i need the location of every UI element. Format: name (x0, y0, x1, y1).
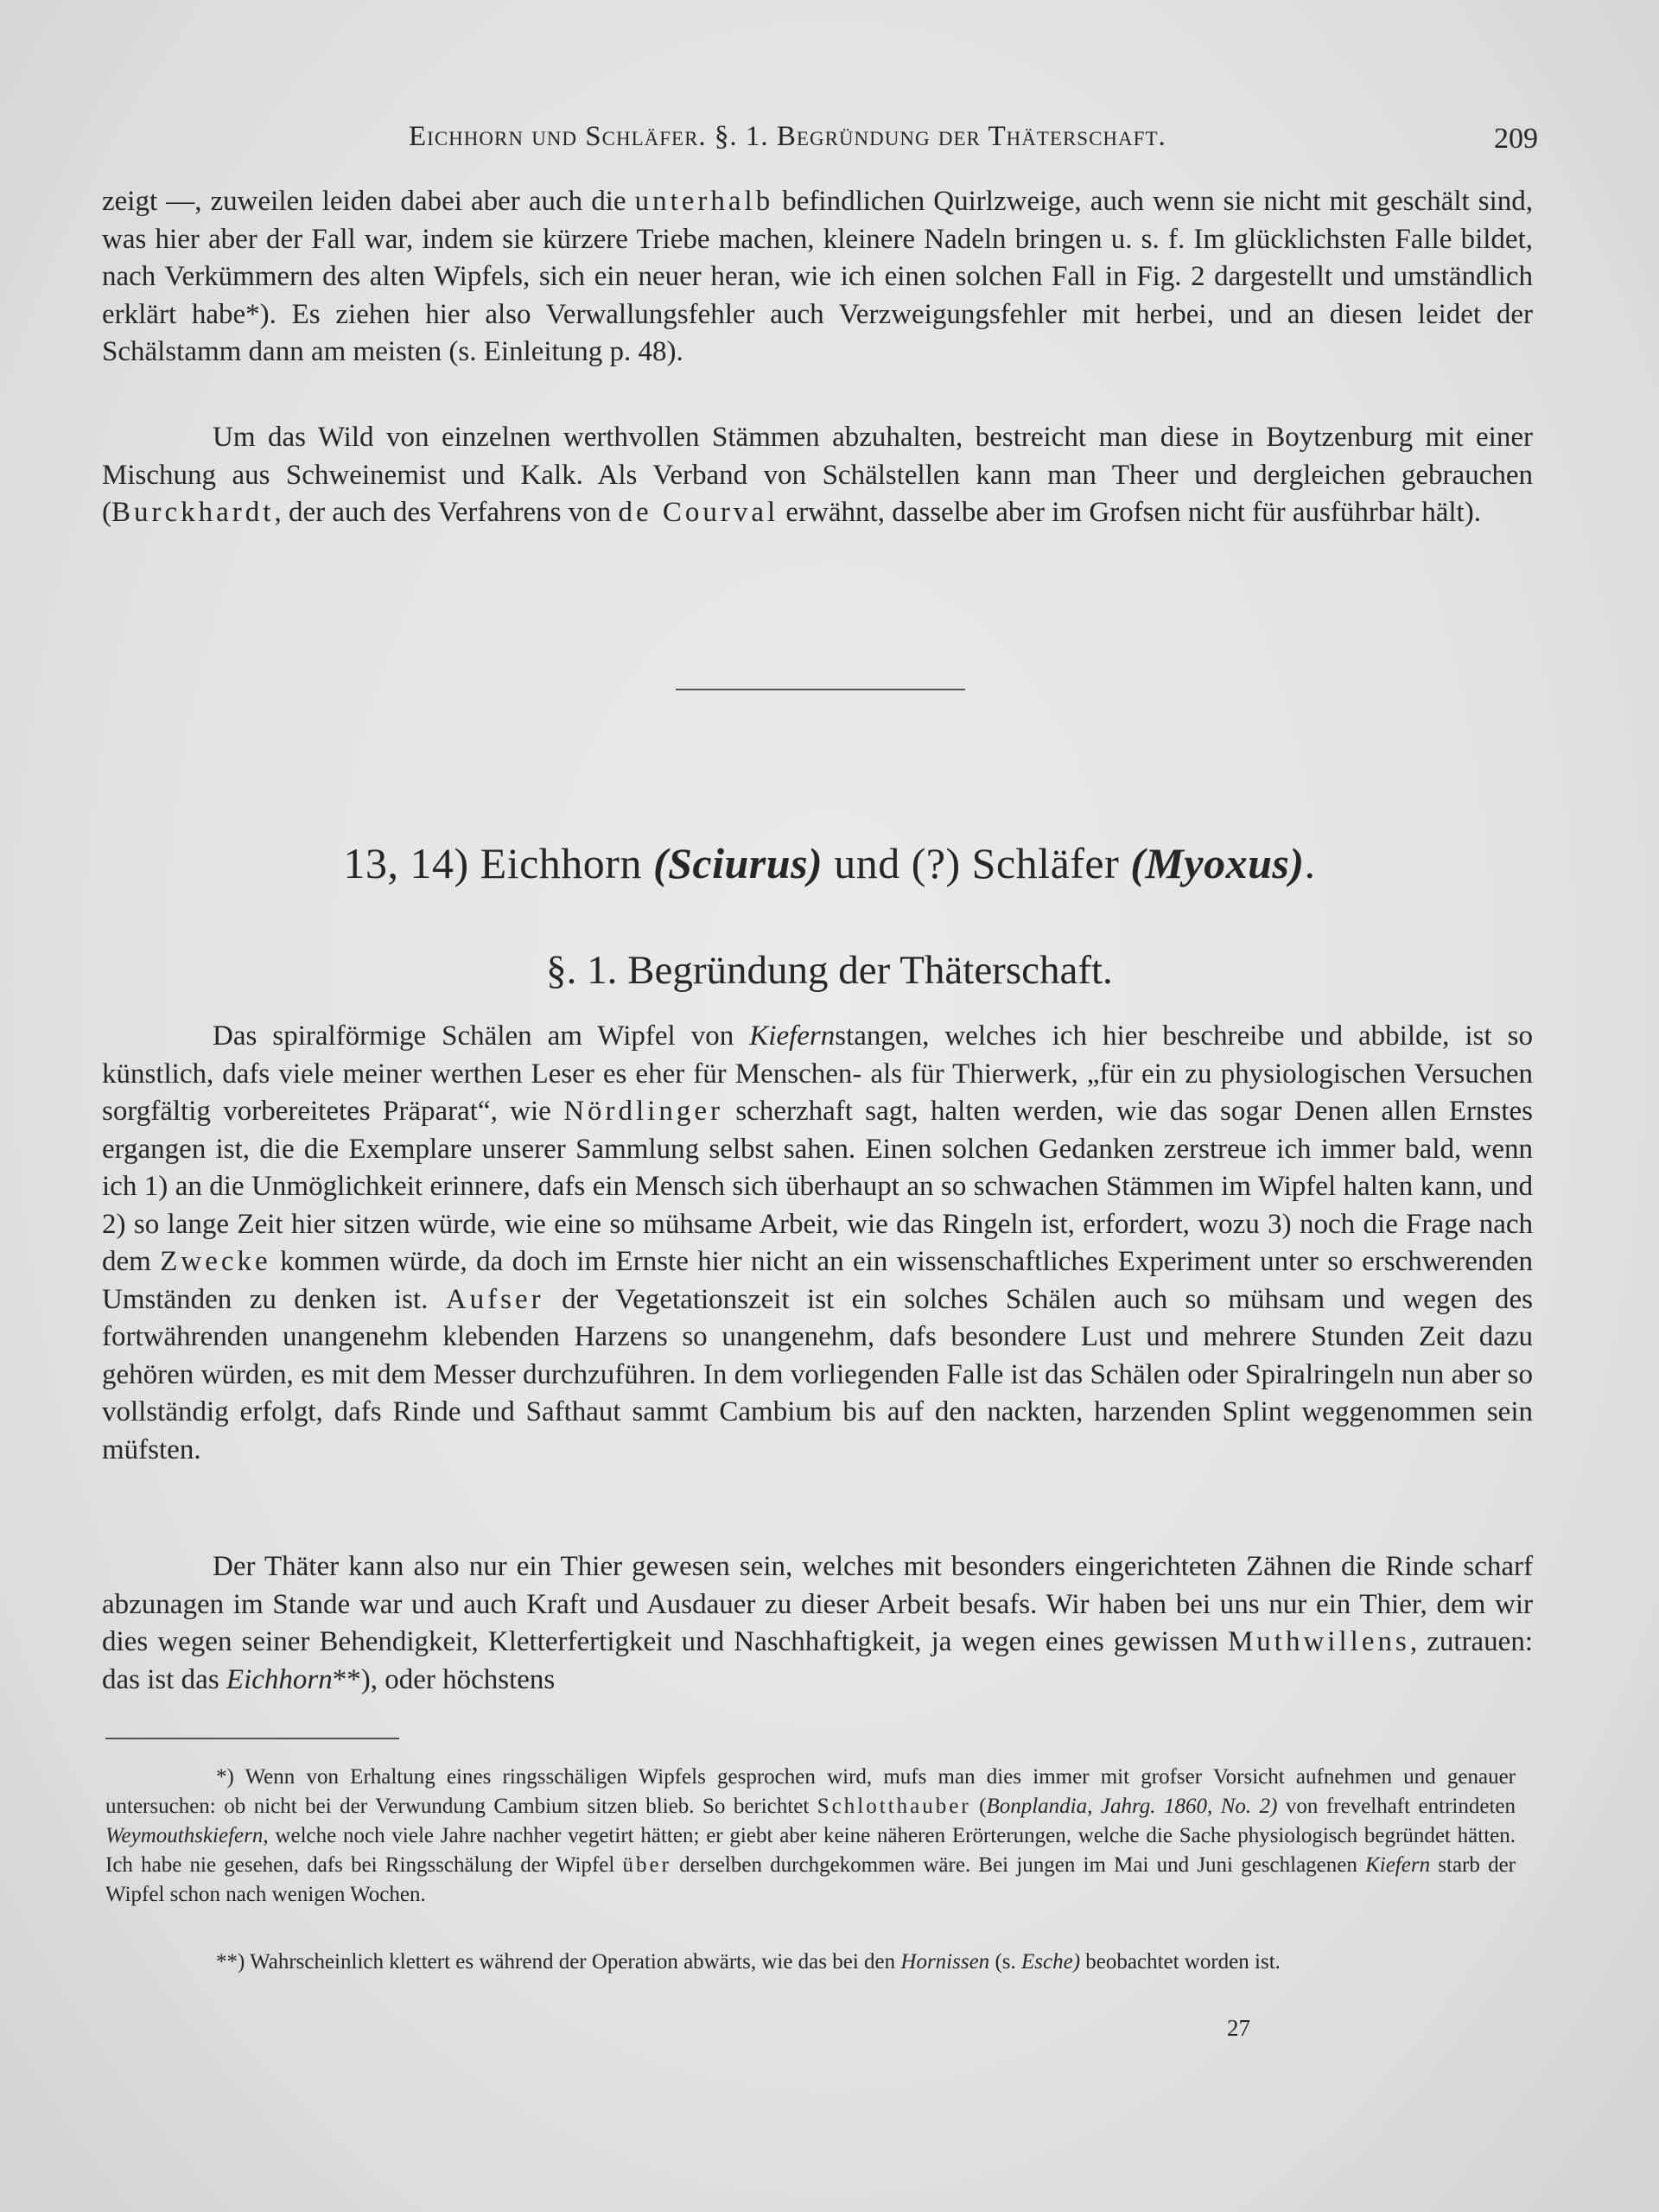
running-head-title: Eichhorn und Schläfer. §. 1. Begründung der Thäterschaft. (409, 121, 1166, 152)
paragraph-culprit: Der Thäter kann also nur ein Thier gewesen sein, welches mit besonders eingerichteten Zähnen die Rinde scharf abzunagen im Stande war und auch Kraft und Ausdauer zu dieser Arbeit besafs. Wir haben bei uns nur ein Thier, dem wir dies wegen seiner Behendigkeit, Kletterfertigkeit und Naschhaftigkeit, ja wegen eines gewissen Muthwillens, zutrauen: das ist das Eichhorn**), oder höchstens (102, 1551, 1533, 1695)
paragraph-spiral-peeling: Das spiralförmige Schälen am Wipfel von Kiefernstangen, welches ich hier beschreibe und abbilde, ist so künstlich, dafs viele meiner werthen Leser es eher für Menschen- als für Thierwerk, „für ein zu physiologischen Versuchen sorgfältig vorbereitetes Präparat“, wie Nördlinger scherzhaft sagt, halten werden, wie das sogar Denen allen Ernstes ergangen ist, die die Exemplare unserer Sammlung selbst sahen. Einen solchen Gedanken zerstreue ich immer bald, wenn ich 1) an die Unmöglichkeit erinnere, dafs ein Mensch sich überhaupt an so schwachen Stämmen im Wipfel halten kann, und 2) so lange Zeit hier sitzen würde, wie eine so mühsame Arbeit, wie das Ringeln ist, erfordert, wozu 3) noch die Frage nach dem Zwecke kommen würde, da doch im Ernste hier nicht an ein wissenschaftliches Experiment unter so erschwerenden Umständen zu denken ist. Aufser der Vegetationszeit ist ein solches Schälen auch so mühsam und wegen des fortwährenden unangenehm klebenden Harzens so unangenehm, dafs besondere Lust und mehrere Stunden Zeit dazu gehören würden, es mit dem Messer durchzuführen. In dem vorliegenden Falle ist das Schälen oder Spiralringeln nun aber so vollständig erfolgt, dafs Rinde und Safthaut sammt Cambium bis auf den nackten, harzenden Splint weggenommen sein müfsten. (102, 1020, 1533, 1465)
running-head (102, 121, 1538, 164)
chapter-title: 13, 14) Eichhorn (Sciurus) und (?) Schläfer (Myoxus). (343, 839, 1316, 887)
page-number: 209 (1494, 123, 1538, 155)
paragraph-continued: zeigt —, zuweilen leiden dabei aber auch die unterhalb befindlichen Quirlzweige, auch wenn sie nicht mit geschält sind, was hier aber der Fall war, indem sie kürzere Triebe machen, kleinere Nadeln bringen u. s. f. Im glücklichsten Falle bildet, nach Verkümmern des alten Wipfels, sich ein neuer heran, wie ich einen solchen Fall in Fig. 2 dargestellt und umständlich erklärt habe*). Es ziehen hier also Verwallungsfehler auch Verzweigungsfehler mit herbei, und an diesen leidet der Schälstamm dann am meisten (s. Einleitung p. 48). (102, 186, 1533, 367)
signature-mark: 27 (1227, 2015, 1250, 2041)
paragraph-boytzenburg: Um das Wild von einzelnen werthvollen Stämmen abzuhalten, bestreicht man diese in Boytzenburg mit einer Mischung aus Schweinemist und Kalk. Als Verband von Schälstellen kann man Theer und dergleichen gebrauchen (Burckhardt, der auch des Verfahrens von de Courval erwähnt, dasselbe aber im Grofsen nicht für ausführbar hält). (102, 422, 1533, 528)
footnote-1: *) Wenn von Erhaltung eines ringsschäligen Wipfels gesprochen wird, mufs man dies immer mit grofser Vorsicht aufnehmen und genauer untersuchen: ob nicht bei der Verwundung Cambium sitzen blieb. So berichtet Schlotthauber (Bonplandia, Jahrg. 1860, No. 2) von frevelhaft entrindeten Weymouthskiefern, welche noch viele Jahre nachher vegetirt hätten; er giebt aber keine näheren Erörterungen, welche die Sache physiologisch begründet hätten. Ich habe nie gesehen, dafs bei Ringsschälung der Wipfel über derselben durchgekommen wäre. Bei jungen im Mai und Juni geschlagenen Kiefern starb der Wipfel schon nach wenigen Wochen. (105, 1765, 1516, 1906)
section-title: §. 1. Begründung der Thäterschaft. (546, 948, 1113, 993)
section-separator-rule (676, 689, 965, 690)
footnote-rule (105, 1738, 399, 1739)
footnote-2: **) Wahrscheinlich klettert es während der Operation abwärts, wie das bei den Hornissen (s. Esche) beobachtet worden ist. (216, 1950, 1281, 1974)
